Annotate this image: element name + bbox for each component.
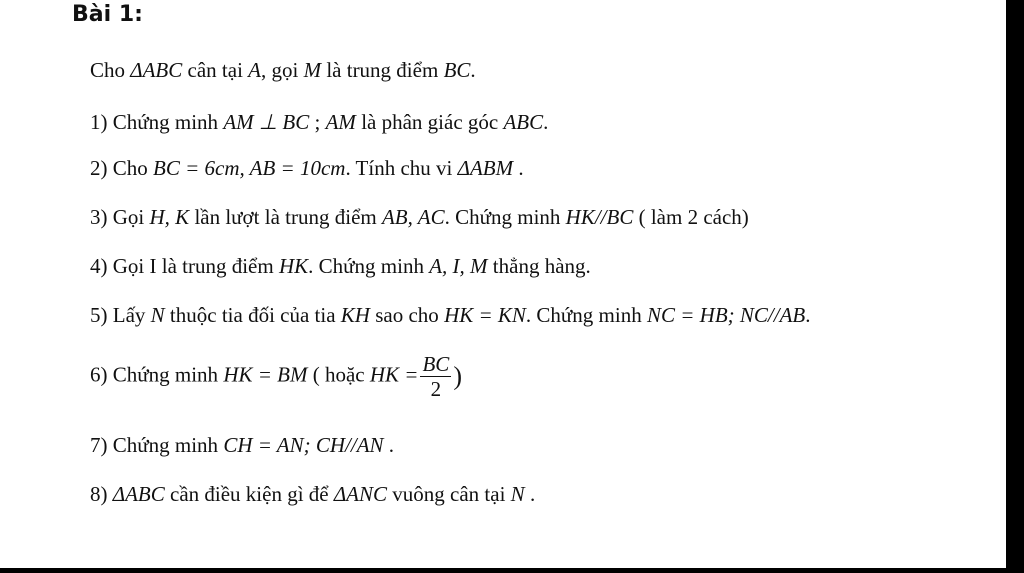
text: vuông cân tại bbox=[387, 482, 511, 506]
text: . bbox=[513, 156, 524, 180]
text: . bbox=[524, 482, 536, 506]
math: AB, AC bbox=[381, 205, 445, 229]
text: sao cho bbox=[369, 303, 445, 327]
fraction-denominator: 2 bbox=[430, 377, 442, 401]
text: . bbox=[470, 58, 476, 82]
question-6 bbox=[90, 352, 462, 401]
text: ( hoặc bbox=[307, 362, 370, 387]
math: HK//BC bbox=[565, 205, 634, 229]
text: . bbox=[805, 303, 811, 327]
math: H, K bbox=[149, 205, 190, 229]
text: 4) Gọi I là trung điểm bbox=[90, 254, 279, 278]
text: 5) Lấy bbox=[90, 303, 151, 327]
text: là phân giác góc bbox=[355, 110, 504, 134]
question-8 bbox=[90, 482, 535, 507]
text: 1) Chứng minh bbox=[90, 110, 224, 134]
text: thuộc tia đối của tia bbox=[164, 303, 341, 327]
question-5 bbox=[90, 303, 811, 328]
text: thẳng hàng. bbox=[487, 254, 591, 278]
math: NC = HB; NC//AB bbox=[646, 303, 806, 327]
text: Cho bbox=[90, 58, 131, 82]
math: CH = AN; CH//AN bbox=[223, 433, 384, 457]
math: AM bbox=[325, 110, 356, 134]
math: A bbox=[248, 58, 261, 82]
text: cần điều kiện gì để bbox=[164, 482, 334, 506]
text: ( làm 2 cách) bbox=[633, 205, 749, 229]
text: 6) Chứng minh bbox=[90, 362, 224, 387]
math: ABC bbox=[503, 110, 544, 134]
math: N bbox=[150, 303, 165, 327]
math: ΔABM bbox=[457, 156, 514, 180]
math: HK = KN bbox=[444, 303, 526, 327]
math: AM ⊥ BC bbox=[223, 110, 310, 134]
math: BC = 6cm, AB = 10cm bbox=[153, 156, 346, 180]
math: A, I, M bbox=[429, 254, 488, 278]
photo-edge bbox=[1006, 0, 1024, 573]
text: là trung điểm bbox=[321, 58, 444, 82]
math: ΔABC bbox=[112, 482, 165, 506]
fraction bbox=[420, 352, 451, 401]
text: . Chứng minh bbox=[308, 254, 430, 278]
question-3 bbox=[90, 205, 749, 230]
math: HK bbox=[278, 254, 309, 278]
question-2 bbox=[90, 156, 524, 181]
text: 2) Cho bbox=[90, 156, 153, 180]
text: ; bbox=[309, 110, 326, 134]
text: . bbox=[543, 110, 549, 134]
text: . Tính chu vi bbox=[345, 156, 458, 180]
text: ) bbox=[453, 361, 462, 391]
question-4 bbox=[90, 254, 591, 279]
math: HK = bbox=[369, 362, 419, 387]
text: cân tại bbox=[182, 58, 249, 82]
intro-line bbox=[90, 58, 476, 83]
math: M bbox=[303, 58, 322, 82]
math: KH bbox=[340, 303, 370, 327]
math: BC bbox=[443, 58, 471, 82]
text: . Chứng minh bbox=[525, 303, 647, 327]
fraction-numerator: BC bbox=[422, 352, 450, 376]
text: 7) Chứng minh bbox=[90, 433, 224, 457]
text: . bbox=[383, 433, 395, 457]
exercise-title: Bài 1: bbox=[72, 2, 143, 27]
text: . Chứng minh bbox=[444, 205, 566, 229]
text: 8) bbox=[90, 482, 113, 506]
math: ΔABC bbox=[130, 58, 183, 82]
text: , gọi bbox=[260, 58, 304, 82]
text: 3) Gọi bbox=[90, 205, 150, 229]
math: HK = BM bbox=[223, 362, 308, 387]
question-7 bbox=[90, 433, 394, 458]
text: lần lượt là trung điểm bbox=[189, 205, 382, 229]
math: ΔANC bbox=[333, 482, 388, 506]
math: N bbox=[510, 482, 525, 506]
question-1 bbox=[90, 110, 548, 135]
